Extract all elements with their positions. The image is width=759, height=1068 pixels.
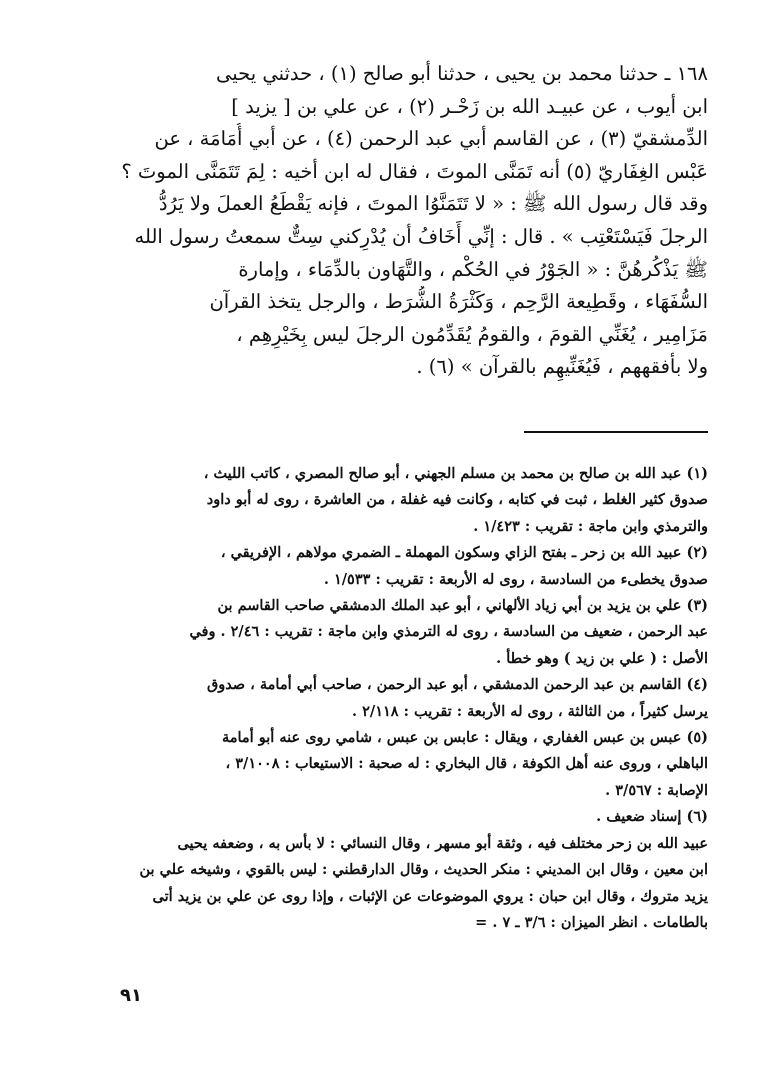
page-number: ٩١ [120,985,142,1006]
footnote-line: الإصابة : ٣/٥٦٧ . [605,781,708,799]
hadith-line: ولا بأفقههم ، فَيُغَنِّيهِم بالقرآن » (٦) . [416,355,708,379]
footnote-line: (٢) عبيد الله بن زحر ـ بفتح الزاي وسكون المهملة ـ الضمري مولاهم ، الإفريقي ، [220,544,708,562]
hadith-line: ﷺ يَذْكُرهُنَّ : « الجَوْرُ في الحُكْم ، والتَّهَاون بالدِّمَاء ، وإمارة [238,257,708,281]
footnote-line: صدوق يخطىء من السادسة ، روى له الأربعة : تقريب : ١/٥٣٣ . [323,570,708,588]
hadith-line: ١٦٨ ـ حدثنا محمد بن يحيى ، حدثنا أبو صالح (١) ، حدثني يحيى [215,62,708,85]
footnote-line: (٣) علي بن يزيد بن أبي زياد الألهاني ، أبو عبد الملك الدمشقي صاحب القاسم بن [217,597,708,615]
hadith-line: مَزَامِير ، يُغَنِّي القومَ ، والقومُ يُقَدِّمُون الرجلَ ليس بِخَيْرِهِم ، [236,322,708,346]
book-page [60,58,708,931]
hadith-line: السُّفَهَاء ، وقَطِيعة الرَّحِم ، وَكَثْرَةُ الشُّرَط ، والرجل يتخذ القرآن [209,290,708,314]
hadith-line: الدِّمشقيّ (٣) ، عن القاسم أبي عبد الرحمن (٤) ، عن أبي أُمَامَة ، عن [154,127,708,151]
footnote-line: الأصل : ( علي بن زيد ) وهو خطأ . [496,649,708,667]
footnote-line: (٥) عبس بن عبس الغفاري ، ويقال : عابس بن عبس ، شامي روى عنه أبو أمامة [221,729,708,747]
hadith-line: وقد قال رسول الله ﷺ : « لا تَتَمَنَّوُا الموتَ ، فإنه يَقْطَعُ العملَ ولا يَرُدُّ [158,192,708,216]
hadith-line: ابن أيوب ، عن عبيـد الله بن زَحْـر (٢) ، عن علي بن [ يزيد ] [231,94,708,118]
footnote-line: (٤) القاسم بن عبد الرحمن الدمشقي ، أبو عبد الرحمن ، صاحب أبي أمامة ، صدوق [206,676,708,694]
footnote-line: عبيد الله بن زحر مختلف فيه ، وثقة أبو مسهر ، وقال النسائي : لا بأس به ، وضعفه يحيى [177,834,708,852]
footnote-line: (١) عبد الله بن صالح بن محمد بن مسلم الجهني ، أبو صالح المصري ، كاتب الليث ، [203,465,708,482]
hadith-line: عَبْس الغِفَاريّ (٥) أنه تَمَنَّى الموتَ ، فقال له ابن أخيه : لِمَ تَتَمَنَّى الموتَ ؟ [121,159,708,183]
hadith-text [60,58,708,384]
footnote-line: عبد الرحمن ، ضعيف من السادسة ، روى له الترمذي وابن ماجة : تقريب : ٢/٤٦ . وفي [189,623,708,641]
footnote-line: بالطامات . انظر الميزان : ٣/٦ ـ ٧ . = [475,913,708,931]
footnote-line: (٦) إسناد ضعيف . [596,808,708,826]
footnote-divider [524,431,708,433]
hadith-line: الرجلَ فَيَسْتَعْتِب » . قال : إنِّي أَخَافُ أن يُدْرِكني سِتٌّ سمعتُ رسول الله [134,224,708,248]
footnote-line: ابن معين ، وقال ابن المديني : منكر الحديث ، وقال الدارقطني : ليس بالقوي ، وشيخه علي بن [139,861,708,879]
footnote-line: صدوق كثير الغلط ، ثبت في كتابه ، وكانت فيه غفلة ، من العاشرة ، روى له أبو داود [206,491,708,509]
footnote-line: الباهلي ، وروى عنه أهل الكوفة ، قال البخاري : له صحبة : الاستيعاب : ٣/١٠٠٨ ، [225,755,708,773]
footnote-line: والترمذي وابن ماجة : تقريب : ١/٤٢٣ . [473,517,708,535]
footnote-line: يزيد متروك ، وقال ابن حبان : يروي الموضوعات عن الإثبات ، وإذا روى عن علي بن يزيد أتى [152,887,708,905]
footnote-line: يرسل كثيراً ، من الثالثة ، روى له الأربعة : تقريب : ٢/١١٨ . [352,702,708,720]
footnotes [60,461,708,936]
